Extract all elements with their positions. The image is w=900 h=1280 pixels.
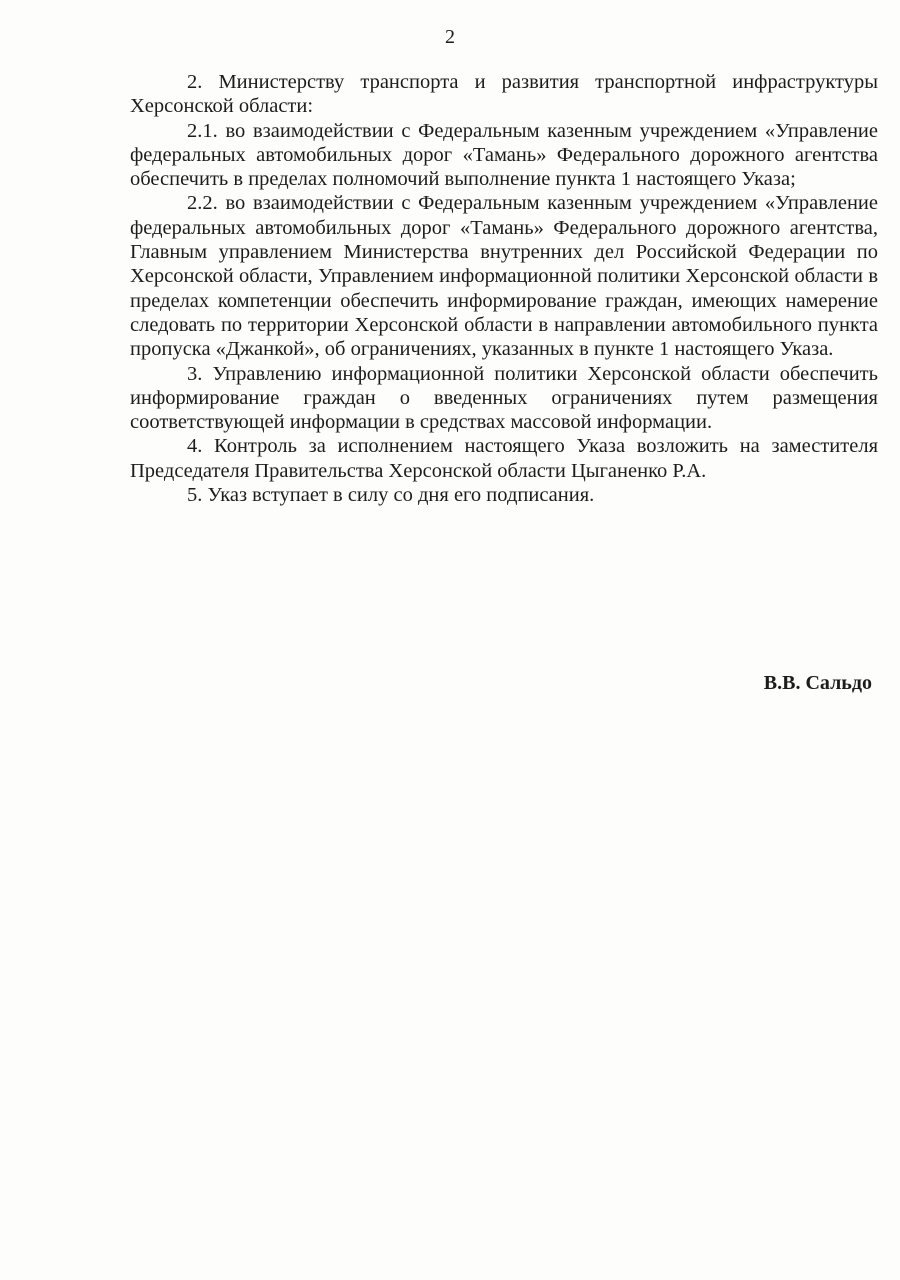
- paragraph-4: 4. Контроль за исполнением настоящего Указа возложить на заместителя Председателя Правительства Херсонской области Цыганенко Р.А.: [130, 435, 878, 482]
- paragraph-2-2: 2.2. во взаимодействии с Федеральным казенным учреждением «Управление федеральных автомобильных дорог «Тамань» Федерального дорожного агентства, Главным управлением Министерства внутренних дел Российской Федерации по Херсонской области, Управлением информационной политики Херсонской области в пределах компетенции обеспечить информирование граждан, имеющих намерение следовать по территории Херсонской области в направлении автомобильного пункта пропуска «Джанкой», об ограничениях, указанных в пункте 1 настоящего Указа.: [130, 192, 878, 361]
- page-number: 2: [445, 26, 455, 48]
- paragraph-2-1: 2.1. во взаимодействии с Федеральным казенным учреждением «Управление федеральных автомобильных дорог «Тамань» Федерального дорожного агентства обеспечить в пределах полномочий выполнение пункта 1 настоящего Указа;: [130, 119, 878, 191]
- signature-name: В.В. Сальдо: [763, 672, 872, 694]
- paragraph-5: 5. Указ вступает в силу со дня его подписания.: [187, 484, 595, 507]
- paragraph-2: 2. Министерству транспорта и развития транспортной инфраструктуры Херсонской области:: [130, 71, 878, 118]
- document-body: [130, 70, 878, 507]
- paragraph-3: 3. Управлению информационной политики Херсонской области обеспечить информирование граждан о введенных ограничениях путем размещения соответствующей информации в средствах массовой информации.: [130, 362, 878, 434]
